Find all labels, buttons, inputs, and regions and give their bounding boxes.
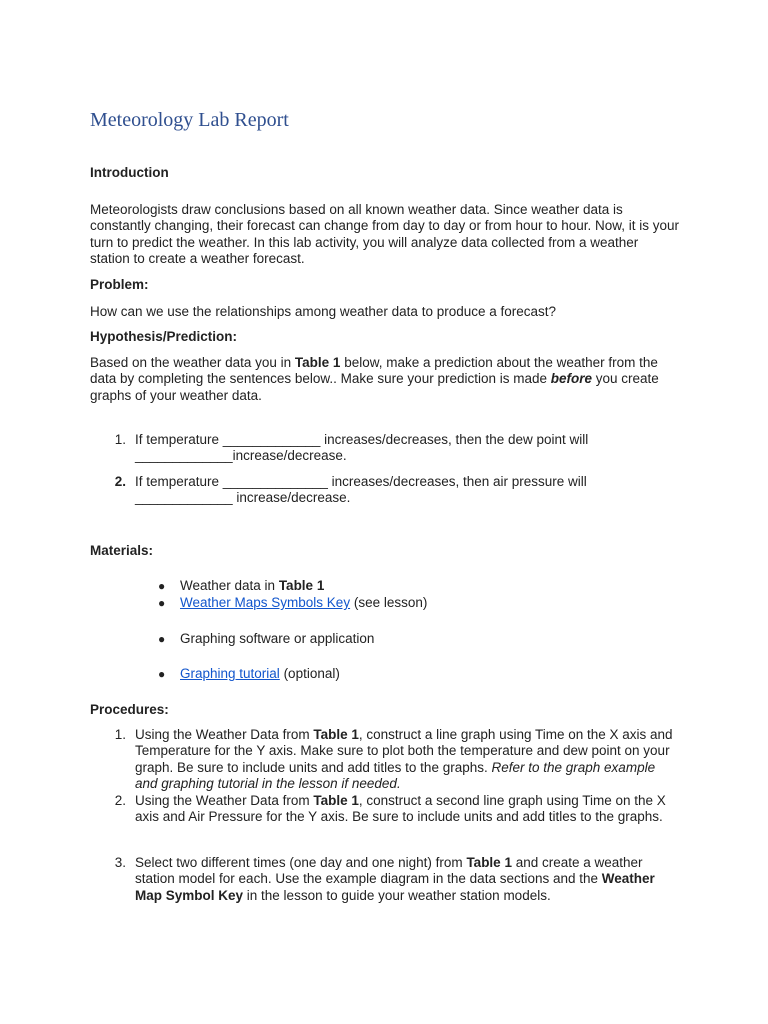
procedure-step-2	[135, 793, 680, 826]
table-1-reference: Table 1	[466, 855, 512, 870]
bullet-icon: ●	[158, 579, 166, 593]
materials-item-weather-data	[180, 578, 324, 593]
table-1-reference: Table 1	[313, 793, 359, 808]
procedure-step-number: 1.	[114, 727, 126, 742]
procedure-text: , construct a line graph using Time on the X axis and Temperature for the Y axis. Make sure to plot both the temperature and dew point on your graph. Be sure to include units and add titles to the graphs.	[135, 727, 673, 775]
weather-map-symbol-key-reference: Weather Map Symbol Key	[135, 871, 655, 903]
graphing-tutorial-link[interactable]: Graphing tutorial	[180, 666, 280, 681]
weather-maps-symbols-key-link[interactable]: Weather Maps Symbols Key	[180, 595, 351, 610]
introduction-heading: Introduction	[90, 165, 169, 180]
bullet-icon: ●	[158, 632, 166, 646]
procedure-text: , construct a second line graph using Time on the X axis and Air Pressure for the Y axis. Be sure to include units and add titles to the graphs.	[135, 793, 666, 825]
table-1-reference: Table 1	[294, 355, 341, 370]
procedure-text: and create a weather station model for each. Use the example diagram in the data sections and the	[135, 855, 643, 887]
hypothesis-item-number: 2.	[114, 474, 126, 489]
bullet-icon: ●	[158, 667, 166, 681]
materials-item-graphing-software: Graphing software or application	[180, 631, 375, 646]
bullet-icon: ●	[158, 596, 166, 610]
procedure-step-3	[135, 855, 680, 904]
hypothesis-item: If temperature _____________ increases/decreases, then the dew point will _____________increase/decrease.	[135, 432, 589, 464]
introduction-paragraph: Meteorologists draw conclusions based on all known weather data. Since weather data is constantly changing, their forecast can change from day to day or from hour to hour. Now, it is your turn to predict the weather. In this lab activity, you will analyze data collected from a weather station to create a weather forecast.	[90, 202, 680, 266]
table-1-reference: Table 1	[278, 578, 325, 593]
problem-heading: Problem:	[90, 277, 149, 292]
procedures-heading: Procedures:	[90, 702, 169, 717]
hypothesis-heading: Hypothesis/Prediction:	[90, 329, 238, 344]
procedure-text: Using the Weather Data from	[135, 793, 314, 808]
procedure-step-number: 2.	[114, 793, 126, 808]
before-emphasis: before	[550, 371, 593, 387]
hypothesis-item-number: 1.	[114, 432, 126, 447]
hypothesis-text-1: Based on the weather data you in	[90, 355, 295, 370]
hypothesis-item: If temperature ______________ increases/decreases, then air pressure will _____________ increase/decrease.	[135, 474, 587, 506]
materials-item-symbols-key	[180, 595, 427, 610]
procedure-text: Select two different times (one day and one night) from	[135, 855, 467, 870]
hypothesis-text-3: you create graphs of your weather data.	[90, 371, 659, 403]
procedure-step-number: 3.	[114, 855, 126, 870]
procedure-note: Refer to the graph example and graphing tutorial in the lesson if needed.	[135, 759, 656, 791]
procedure-text: Using the Weather Data from	[135, 727, 314, 742]
table-1-reference: Table 1	[313, 727, 359, 742]
document-title: Meteorology Lab Report	[90, 109, 289, 131]
materials-item-text: Weather data in	[180, 578, 279, 593]
problem-paragraph: How can we use the relationships among weather data to produce a forecast?	[90, 304, 557, 319]
materials-item-graphing-tutorial	[180, 666, 340, 681]
materials-item-suffix: (optional)	[279, 666, 340, 681]
hypothesis-text-2: below, make a prediction about the weather from the data by completing the sentences below.. Make sure your prediction is made	[90, 355, 658, 387]
procedure-step-1	[135, 727, 680, 792]
materials-item-suffix: (see lesson)	[350, 595, 428, 610]
procedure-text: in the lesson to guide your weather station models.	[243, 887, 551, 903]
materials-heading: Materials:	[90, 543, 154, 558]
hypothesis-paragraph	[90, 355, 680, 404]
